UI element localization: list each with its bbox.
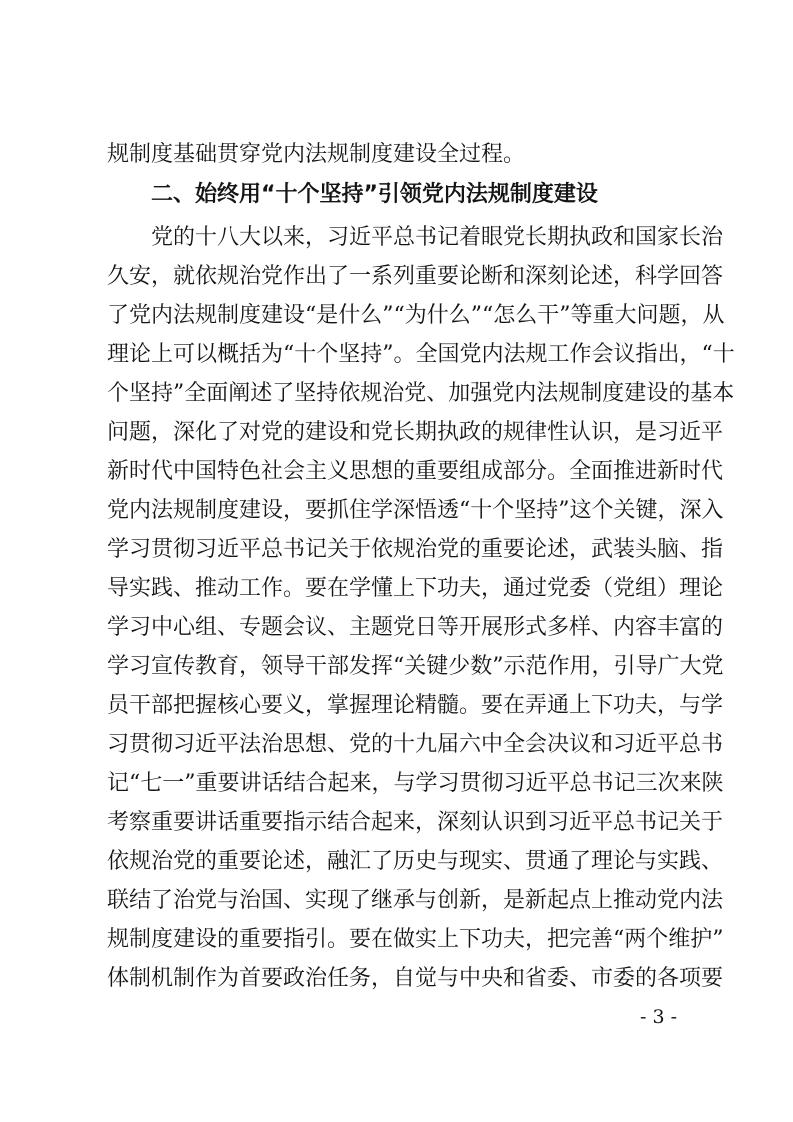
paragraph-line: 学习中心组、专题会议、主题党日等开展形式多样、内容丰富的 — [107, 615, 724, 640]
paragraph-line: 依规治党的重要论述，融汇了历史与现实、贯通了理论与实践、 — [107, 849, 724, 874]
paragraph-line: 了党内法规制度建设“是什么”“为什么”“怎么干”等重大问题，从 — [107, 303, 725, 328]
paragraph-line: 考察重要讲话重要指示结合起来，深刻认识到习近平总书记关于 — [107, 810, 724, 835]
paragraph-line: 规制度建设的重要指引。要在做实上下功夫，把完善“两个维护” — [107, 927, 724, 952]
page-number: - 3 - — [640, 1006, 678, 1028]
paragraph-line: 联结了治党与治国、实现了继承与创新，是新起点上推动党内法 — [107, 888, 724, 913]
paragraph-line: 新时代中国特色社会主义思想的重要组成部分。全面推进新时代 — [107, 459, 724, 484]
paragraph-line: 学习贯彻习近平总书记关于依规治党的重要论述，武装头脑、指 — [107, 537, 724, 562]
continuation-line: 规制度基础贯穿党内法规制度建设全过程。 — [107, 142, 526, 167]
paragraph-line: 员干部把握核心要义，掌握理论精髓。要在弄通上下功夫，与学 — [107, 693, 724, 718]
paragraph-line: 记“七一”重要讲话结合起来，与学习贯彻习近平总书记三次来陕 — [107, 771, 724, 796]
paragraph-line: 理论上可以概括为“十个坚持”。全国党内法规工作会议指出，“十 — [107, 342, 735, 367]
paragraph-line: 习贯彻习近平法治思想、党的十九届六中全会决议和习近平总书 — [107, 732, 724, 757]
paragraph-line: 导实践、推动工作。要在学懂上下功夫，通过党委（党组）理论 — [107, 576, 724, 601]
paragraph-line: 党内法规制度建设，要抓住学深悟透“十个坚持”这个关键，深入 — [107, 498, 724, 523]
paragraph-line: 体制机制作为首要政治任务，自觉与中央和省委、市委的各项要 — [107, 966, 724, 991]
paragraph-line: 问题，深化了对党的建设和党长期执政的规律性认识，是习近平 — [107, 420, 724, 445]
paragraph-line: 学习宣传教育，领导干部发挥“关键少数”示范作用，引导广大党 — [107, 654, 724, 679]
paragraph-line: 久安，就依规治党作出了一系列重要论断和深刻论述，科学回答 — [107, 264, 724, 289]
section-heading: 二、始终用“十个坚持”引领党内法规制度建设 — [151, 182, 598, 207]
paragraph-line: 党的十八大以来，习近平总书记着眼党长期执政和国家长治 — [151, 225, 724, 250]
paragraph-line: 个坚持”全面阐述了坚持依规治党、加强党内法规制度建设的基本 — [107, 381, 735, 406]
